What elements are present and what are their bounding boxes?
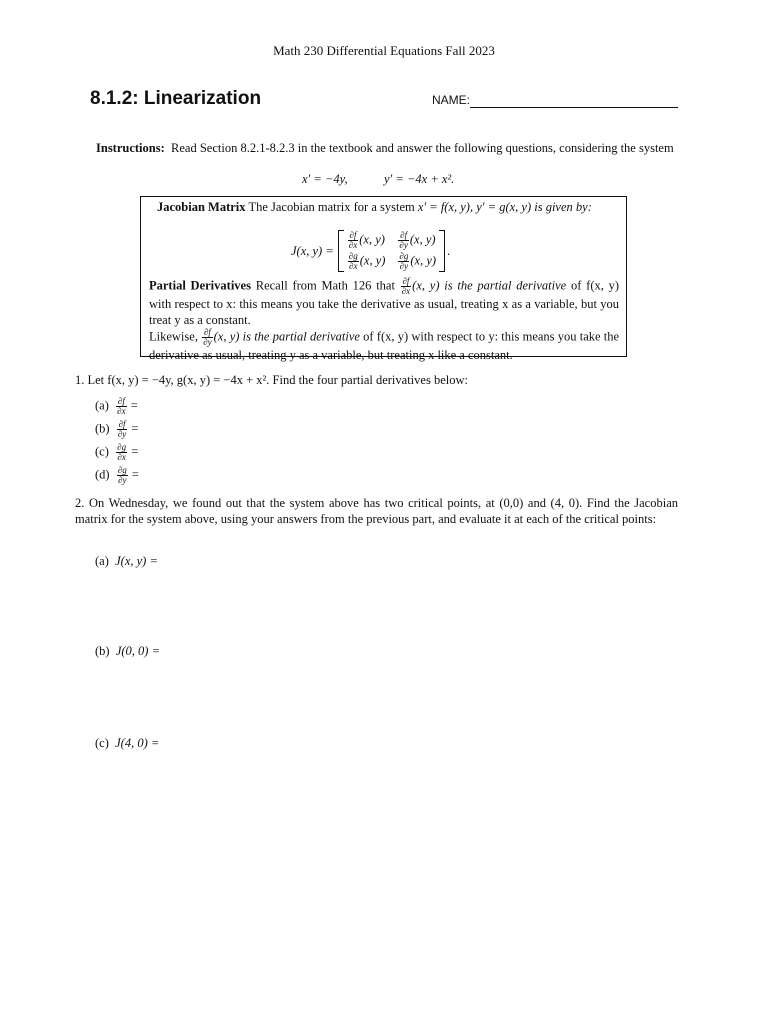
instructions-text: Read Section 8.2.1-8.2.3 in the textbook and answer the following questions, considering the system: [171, 141, 674, 155]
partial-text-3: of f(x, y) with respect to x: this means you take the derivative as usual, treating x as a variable, but you treat y as a constant.: [149, 278, 620, 327]
system-equation-x: x′ = −4y,: [302, 172, 348, 186]
question-1d: (d) $\frac{\partial g}{\partial y}$ =: [95, 465, 139, 485]
partial-text-1: Recall from Math 126 that: [255, 278, 395, 293]
jacobian-text-1: The Jacobian matrix for a system: [248, 200, 415, 214]
matrix-entry-21: $\frac{\partial g}{\partial x}$ (x, y): [348, 251, 386, 271]
matrix-entry-22: $\frac{\partial g}{\partial y}$ (x, y): [399, 251, 437, 271]
question-1b: (b) $\frac{\partial f}{\partial y}$ =: [95, 419, 139, 439]
jacobian-matrix: J(x, y) = $\frac{\partial f}{\partial x}$ (x, y) $\frac{\partial f}{\partial y}$ (x, y) $\frac{\partial g}{\partial x}$ (x, y) $\frac{\partial g}{\partial y}$ (x, y) .: [291, 230, 451, 271]
system-equation-y: y′ = −4x + x².: [384, 172, 455, 186]
partial-derivatives-definition: [149, 277, 619, 363]
jacobian-text-2: x′ = f(x, y), y′ = g(x, y) is given by:: [417, 200, 592, 214]
instructions: [90, 140, 678, 156]
question-2-number: 2.: [75, 496, 85, 510]
partial-text-2: (x, y) is the: [412, 278, 473, 293]
name-label: NAME:: [432, 93, 471, 107]
partial-italic: partial derivative: [477, 278, 567, 293]
name-field-line[interactable]: [470, 107, 678, 108]
question-2c: (c) J(4, 0) =: [95, 736, 160, 750]
jacobian-definition: [149, 199, 619, 215]
question-1c: (c) $\frac{\partial g}{\partial x}$ =: [95, 442, 139, 462]
course-header: Math 230 Differential Equations Fall 2023: [273, 43, 495, 58]
jacobian-lhs: J(x, y) =: [291, 243, 334, 258]
page-title: 8.1.2: Linearization: [90, 88, 262, 109]
matrix-entries: [344, 231, 439, 271]
instructions-label: Instructions:: [96, 141, 165, 155]
definition-box: [140, 196, 627, 362]
question-2b: (b) J(0, 0) =: [95, 644, 161, 658]
partial-f-y-fraction: $\frac{\partial f}{\partial y}$: [203, 327, 212, 347]
matrix-entry-12: $\frac{\partial f}{\partial y}$ (x, y): [399, 230, 436, 250]
partial-label: Partial Derivatives: [149, 278, 251, 293]
jacobian-label: Jacobian Matrix: [157, 200, 246, 214]
question-1-number: 1.: [75, 373, 85, 387]
question-2-text: On Wednesday, we found out that the system above has two critical points, at (0,0) and (4, 0). Find the Jacobian matrix for the system above, using your answers from the previous part, and evaluate it at each of the critical points:: [75, 496, 679, 526]
partial-f-x-fraction: $\frac{\partial f}{\partial x}$: [401, 276, 411, 296]
question-2: [75, 495, 678, 527]
likewise-2: (x, y) is the: [213, 329, 270, 344]
likewise-1: Likewise,: [149, 329, 198, 344]
question-1a: (a) $\frac{\partial f}{\partial x}$ =: [95, 396, 138, 416]
partial-italic-2: partial derivative: [272, 329, 360, 344]
matrix-entry-11: $\frac{\partial f}{\partial x}$ (x, y): [348, 230, 385, 250]
question-1: [75, 372, 678, 388]
question-2a: (a) J(x, y) =: [95, 554, 158, 568]
matrix-right-bracket: [439, 230, 445, 272]
likewise-3: of f(x, y) with respect to y: this means you take the derivative as usual, treating y as a variable, but treating x like a constant.: [149, 329, 620, 362]
question-1-text: Let f(x, y) = −4y, g(x, y) = −4x + x². Find the four partial derivatives below:: [87, 373, 468, 387]
